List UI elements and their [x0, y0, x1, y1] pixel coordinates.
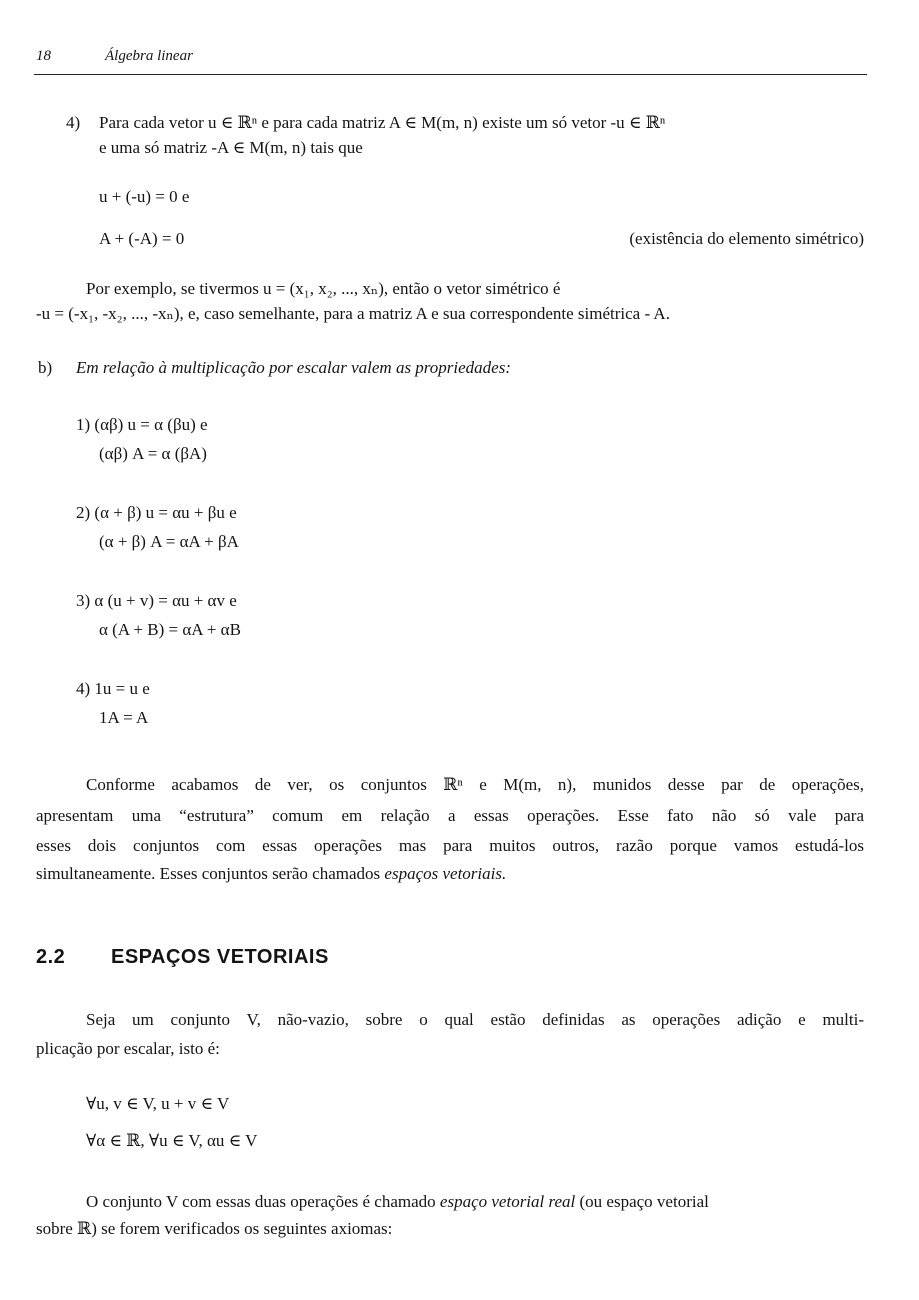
- property-3-line-2: α (A + B) = αA + αB: [99, 620, 241, 639]
- conclusion-line-1: Conforme acabamos de ver, os conjuntos ℝⁿ e M(m, n), munidos desse par de operações,: [86, 775, 864, 794]
- conclusion-line-2: apresentam uma “estrutura” comum em relação a essas operações. Esse fato não só vale para: [36, 806, 864, 825]
- property-2-line-2: (α + β) A = αA + βA: [99, 532, 239, 551]
- definition-formula-2: ∀α ∈ ℝ, ∀u ∈ V, αu ∈ V: [86, 1131, 258, 1150]
- property-4-line-1: 4) 1u = u e: [76, 679, 150, 698]
- running-title: Álgebra linear: [105, 48, 193, 64]
- item-4-number: 4): [66, 113, 81, 132]
- definition-line-1: Seja um conjunto V, não-vazio, sobre o qual estão definidas as operações adição e multi-: [86, 1010, 864, 1029]
- property-2-line-1: 2) (α + β) u = αu + βu e: [76, 503, 237, 522]
- item-4-equation-2: A + (-A) = 0: [99, 229, 185, 248]
- definition-line-2: plicação por escalar, isto é:: [36, 1039, 220, 1058]
- conclusion-line-4-text: simultaneamente. Esses conjuntos serão chamados: [36, 864, 385, 883]
- item-4-equation-1: u + (-u) = 0 e: [99, 187, 190, 206]
- example-line-2: -u = (-x₁, -x₂, ..., -xₙ), e, caso semelhante, para a matriz A e sua correspondente simétrica - A.: [36, 304, 670, 323]
- page-number: 18: [36, 48, 51, 64]
- closing-line-1-start: O conjunto V com essas duas operações é chamado: [86, 1192, 440, 1211]
- conclusion-line-3: esses dois conjuntos com essas operações mas para muitos outros, razão porque vamos estudá-los: [36, 836, 864, 855]
- section-title: ESPAÇOS VETORIAIS: [111, 946, 329, 968]
- closing-line-2: sobre ℝ) se forem verificados os seguintes axiomas:: [36, 1219, 393, 1238]
- conclusion-line-4: [36, 864, 506, 884]
- property-1-line-2: (αβ) A = α (βA): [99, 444, 207, 463]
- section-number: 2.2: [36, 946, 66, 968]
- closing-line-1-end: (ou espaço vetorial: [575, 1192, 709, 1211]
- definition-formula-1: ∀u, v ∈ V, u + v ∈ V: [86, 1094, 230, 1113]
- section-b-label: b): [38, 358, 53, 377]
- property-3-line-1: 3) α (u + v) = αu + αv e: [76, 591, 237, 610]
- item-4-equation-2-note: (existência do elemento simétrico): [629, 229, 864, 248]
- conclusion-term-vector-spaces: espaços vetoriais.: [384, 864, 507, 883]
- closing-term-real-vector-space: espaço vetorial real: [439, 1192, 576, 1211]
- header-rule: [34, 74, 867, 75]
- example-line-1: Por exemplo, se tivermos u = (x₁, x₂, ..., xₙ), então o vetor simétrico é: [86, 279, 561, 298]
- closing-line-1: [86, 1192, 709, 1212]
- property-1-line-1: 1) (αβ) u = α (βu) e: [76, 415, 208, 434]
- property-4-line-2: 1A = A: [99, 708, 149, 727]
- section-b-title: Em relação à multiplicação por escalar valem as propriedades:: [76, 358, 512, 377]
- item-4-line-1: Para cada vetor u ∈ ℝⁿ e para cada matriz A ∈ M(m, n) existe um só vetor -u ∈ ℝⁿ: [99, 113, 666, 132]
- item-4-line-2: e uma só matriz -A ∈ M(m, n) tais que: [99, 138, 363, 157]
